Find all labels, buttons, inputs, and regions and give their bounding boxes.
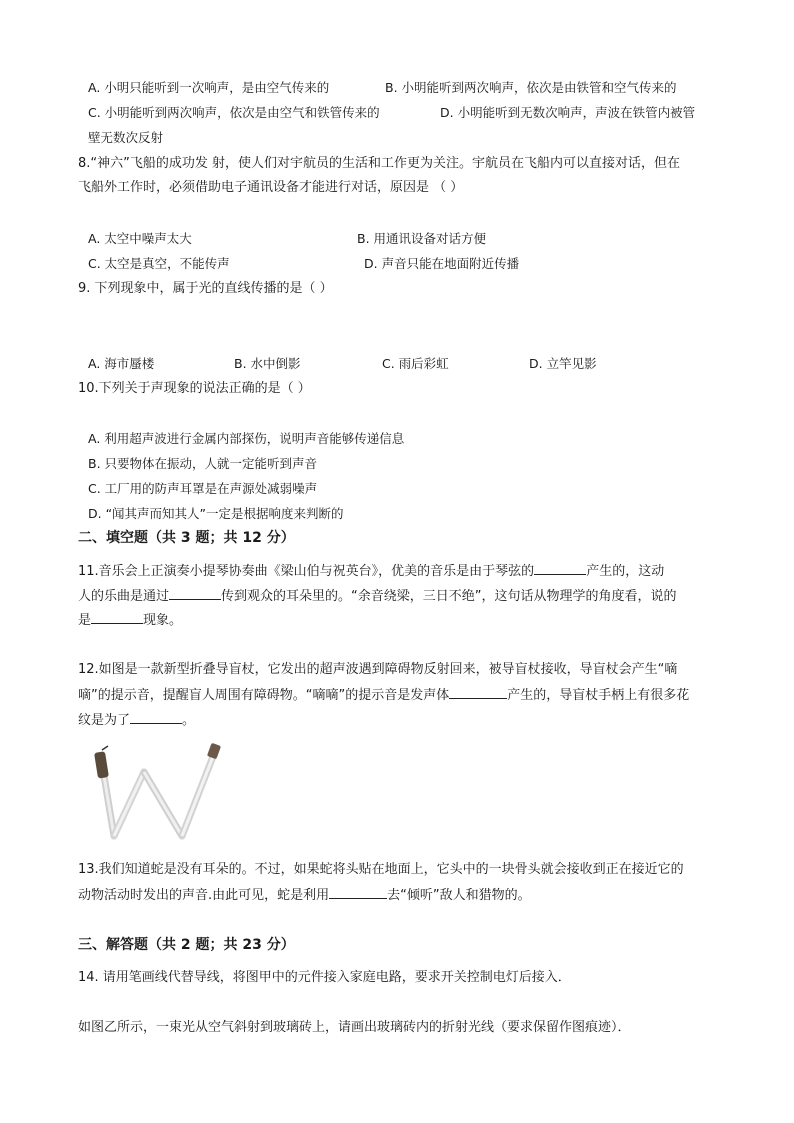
q11-line1	[78, 562, 664, 581]
q7-option-d-continued: 壁无数次反射	[88, 130, 164, 145]
q9-option-d: D. 立竿见影	[529, 356, 597, 371]
q13-line1: 13.我们知道蛇是没有耳朵的。不过，如果蛇将头贴在地面上，它头中的一块骨头就会接收到正在接近它的	[78, 862, 684, 877]
q12-line1: 12.如图是一款新型折叠导盲杖，它发出的超声波遇到障碍物反射回来，被导盲杖接收，导盲杖会产生“嘀	[78, 662, 678, 677]
q8-option-d: D. 声音只能在地面附近传播	[364, 256, 520, 271]
q8-option-b: B. 用通讯设备对话方便	[357, 231, 487, 246]
folding-cane-illustration	[72, 742, 242, 840]
q8-stem-line1: 8.“神六”飞船的成功发 射，使人们对宇航员的生活和工作更为关注。宇航员在飞船内可以直接对话，但在	[78, 156, 681, 171]
q11-text-3a: 是	[78, 613, 92, 628]
answer-blank	[449, 686, 507, 699]
q11-text-1a: 11.音乐会上正演奏小提琴协奏曲《梁山伯与祝英台》，优美的音乐是由于琴弦的	[78, 564, 535, 579]
q13-line2	[78, 886, 531, 905]
q10-stem: 10.下列关于声现象的说法正确的是（ ）	[78, 381, 311, 396]
q7-option-d: D. 小明能听到无数次响声，声波在铁管内被管	[440, 105, 696, 120]
q10-option-c: C. 工厂用的防声耳罩是在声源处减弱噪声	[88, 481, 318, 496]
q12-text-3a: 纹是为了	[78, 713, 131, 728]
q12-text-3b: 。	[182, 713, 196, 728]
answer-blank	[329, 886, 387, 899]
q11-text-3b: 现象。	[143, 613, 183, 628]
q7-option-c: C. 小明能听到两次响声，依次是由空气和铁管传来的	[88, 105, 380, 120]
q11-line3	[78, 611, 182, 630]
q14-line2: 如图乙所示，一束光从空气斜射到玻璃砖上，请画出玻璃砖内的折射光线（要求保留作图痕迹）．	[78, 1020, 631, 1035]
answer-blank	[130, 711, 182, 724]
q11-line2	[78, 587, 677, 606]
q8-option-a: A. 太空中噪声太大	[88, 231, 192, 246]
q11-text-2a: 人的乐曲是通过	[78, 589, 170, 604]
q9-option-c: C. 雨后彩虹	[382, 356, 449, 371]
q12-text-2a: 嘀”的提示音，提醒盲人周围有障碍物。“嘀嘀”的提示音是发声体	[78, 688, 450, 703]
q10-option-d: D. “闻其声而知其人”一定是根据响度来判断的	[88, 506, 344, 521]
q11-text-2b: 传到观众的耳朵里的。“余音绕梁，三日不绝”，这句话从物理学的角度看，说的	[221, 589, 677, 604]
q7-option-b: B. 小明能听到两次响声，依次是由铁管和空气传来的	[385, 80, 677, 95]
q8-option-c: C. 太空是真空，不能传声	[88, 256, 230, 271]
q13-text-2b: 去“倾听”敌人和猎物的。	[387, 888, 531, 903]
q13-text-2a: 动物活动时发出的声音.由此可见，蛇是利用	[78, 888, 330, 903]
q12-text-2b: 产生的，导盲杖手柄上有很多花	[507, 688, 690, 703]
answer-blank	[534, 562, 586, 575]
q9-option-a: A. 海市蜃楼	[88, 356, 155, 371]
q10-option-a: A. 利用超声波进行金属内部探伤，说明声音能够传递信息	[88, 431, 405, 446]
q10-option-b: B. 只要物体在振动，人就一定能听到声音	[88, 456, 318, 471]
q8-stem-line2: 飞船外工作时，必须借助电子通讯设备才能进行对话，原因是 （ ）	[78, 180, 464, 195]
q12-line3	[78, 711, 195, 730]
q14-line1: 14. 请用笔画线代替导线，将图甲中的元件接入家庭电路，要求开关控制电灯后接入．	[78, 970, 571, 985]
q9-option-b: B. 水中倒影	[234, 356, 301, 371]
section-heading-answer: 三、解答题（共 2 题；共 23 分）	[78, 937, 295, 953]
q7-option-a: A. 小明只能听到一次响声，是由空气传来的	[88, 80, 330, 95]
q9-stem: 9. 下列现象中，属于光的直线传播的是（ ）	[78, 281, 333, 296]
answer-blank	[169, 587, 221, 600]
answer-blank	[91, 611, 143, 624]
q12-line2	[78, 686, 689, 705]
section-heading-fill-in: 二、填空题（共 3 题；共 12 分）	[78, 530, 295, 546]
q11-text-1b: 产生的，这动	[586, 564, 665, 579]
